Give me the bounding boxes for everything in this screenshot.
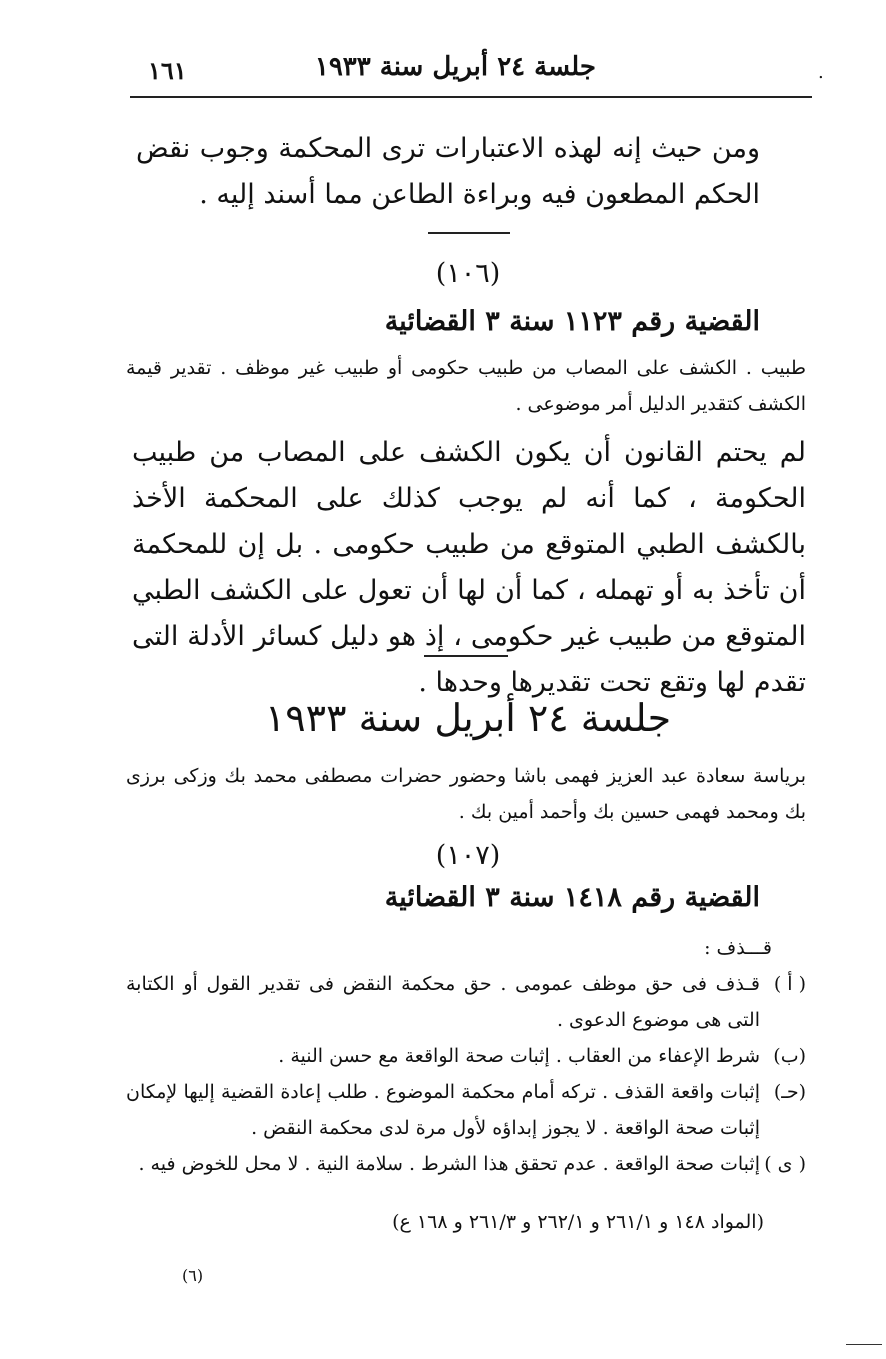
item-label: (حـ) [773,1081,806,1103]
item-text: قـذف فى حق موظف عمومى . حق محكمة النقض فى تقدير القول أو الكتابة التى هى موضوع الدعوى . [126,973,760,1031]
header-rule [130,96,812,98]
case-107-number: (١٠٧) [435,840,501,871]
margin-rule [846,1344,882,1345]
section-divider [424,655,508,657]
intro-paragraph: ومن حيث إنه لهذه الاعتبارات ترى المحكمة وجوب نقض الحكم المطعون فيه وبراءة الطاعن مما أسند إليه . [136,133,760,210]
item-text: إثبات واقعة القذف . تركه أمام محكمة الموضوع . طلب إعادة القضية إليها لإمكان إثبات صحة الواقعة . لا يجوز إبداؤه لأول مرة لدى محكمة النقض . [126,1081,760,1139]
list-item [126,1074,806,1146]
case-106-number: (١٠٦) [435,258,501,289]
case-107-topic: قـــذف : [704,937,772,959]
case-106-summary: طبيب . الكشف على المصاب من طبيب حكومى أو طبيب غير موظف . تقدير قيمة الكشف كتقدير الدليل أمر موضوعى . [126,357,806,415]
list-item [126,966,806,1038]
case-107-articles: (المواد ١٤٨ و ٢٦١/١ و ٢٦٢/١ و ٢٦١/٣ و ١٦٨ ع) [392,1211,764,1233]
session-title: جلسة ٢٤ أبريل سنة ١٩٣٣ [264,696,672,740]
running-header-title: جلسة ٢٤ أبريل سنة ١٩٣٣ [314,52,596,82]
item-label: ( أ ) [773,973,806,995]
case-106-ruling: لم يحتم القانون أن يكون الكشف على المصاب من طبيب الحكومة ، كما أنه لم يوجب كذلك على المحكمة الأخذ بالكشف الطبي المتوقع من طبيب حكومى . بل إن للمحكمة أن تأخذ به أو تهمله ، كما أن لها أن تعول على الكشف الطبي المتوقع من طبيب غير حكومى ، إذ هو دليل كسائر الأدلة التى تقدم لها وتقع تحت تقديرها وحدها . [132,437,806,698]
page-number: ١٦١ [148,56,187,85]
case-106-line: القضية رقم ١١٢٣ سنة ٣ القضائية [384,306,760,337]
session-presidency: برياسة سعادة عبد العزيز فهمى باشا وحضور حضرات مصطفى محمد بك وزكى برزى بك ومحمد فهمى حسين بك وأحمد أمين بك . [126,765,806,823]
item-text: إثبات صحة الواقعة . عدم تحقق هذا الشرط . سلامة النية . لا محل للخوض فيه . [138,1153,760,1175]
item-label: ( ى ) [764,1153,806,1175]
case-107-line: القضية رقم ١٤١٨ سنة ٣ القضائية [384,882,760,913]
case-107-items [126,966,806,1182]
item-label: (ب) [773,1045,806,1067]
printer-signature: (٦) [182,1266,204,1285]
section-divider [428,232,510,234]
item-text: شرط الإعفاء من العقاب . إثبات صحة الواقعة مع حسن النية . [278,1045,760,1067]
list-item [126,1146,806,1182]
list-item [126,1038,806,1074]
header-mark: . [818,62,824,83]
